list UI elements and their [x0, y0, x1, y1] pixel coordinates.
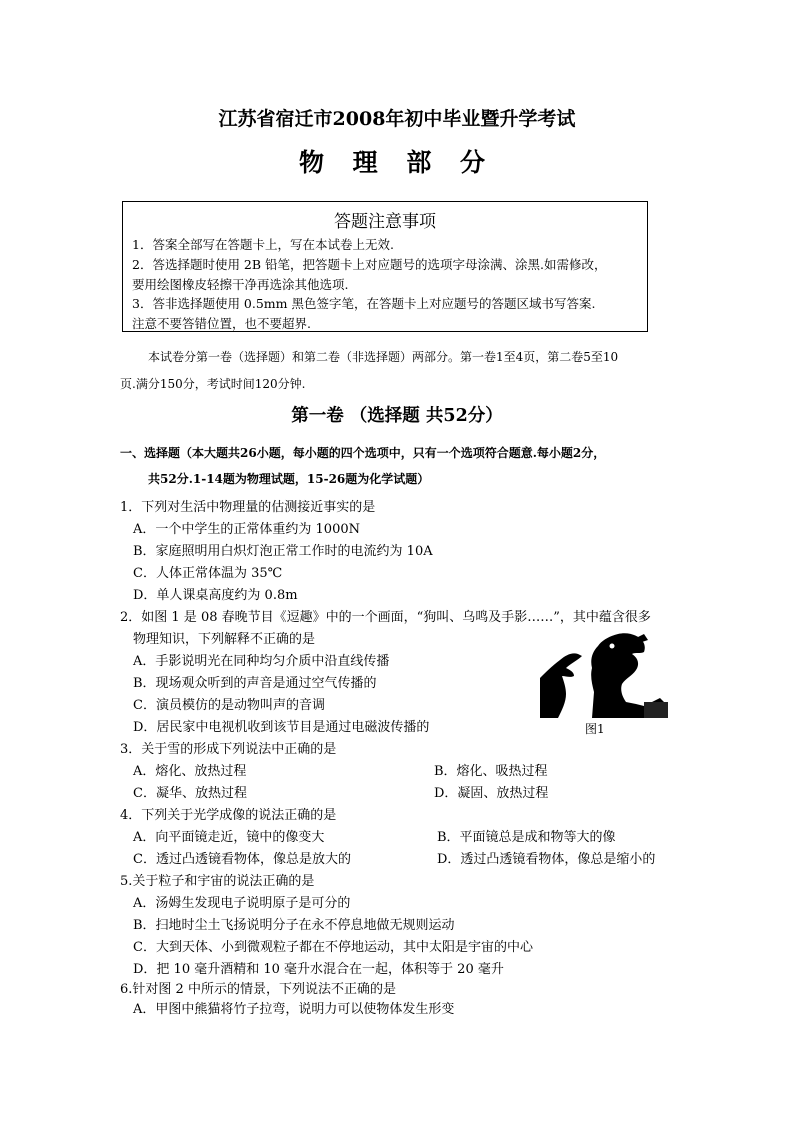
option-c: C．凝华、放热过程	[133, 786, 247, 801]
exam-title: 江苏省宿迁市2008年初中毕业暨升学考试	[218, 108, 576, 130]
option-b: B．熔化、吸热过程	[434, 764, 548, 779]
option-c: C．透过凸透镜看物体，像总是放大的	[133, 852, 351, 867]
subject-title: 物 理 部 分	[298, 148, 496, 177]
question-stem: 4．下列关于光学成像的说法正确的是	[120, 808, 337, 823]
option-a: A．汤姆生发现电子说明原子是可分的	[133, 896, 351, 911]
option-d: D．居民家中电视机收到该节目是通过电磁波传播的	[133, 720, 430, 735]
notice-box	[122, 201, 648, 332]
option-a: A．手影说明光在同种均匀介质中沿直线传播	[133, 654, 390, 669]
notice-line: 要用绘图橡皮轻擦干净再选涂其他选项.	[132, 277, 349, 292]
option-a: A．一个中学生的正常体重约为 1000N	[133, 522, 360, 537]
notice-title: 答题注意事项	[334, 212, 436, 232]
option-c: C．人体正常体温为 35℃	[133, 566, 283, 581]
option-b: B．家庭照明用白炽灯泡正常工作时的电流约为 10A	[133, 544, 433, 559]
question-stem: 物理知识，下列解释不正确的是	[133, 632, 316, 647]
option-c: C．大到天体、小到微观粒子都在不停地运动，其中太阳是宇宙的中心	[133, 940, 533, 955]
section-heading: 第一卷 （选择题 共52分）	[291, 406, 503, 426]
notice-line: 1．答案全部写在答题卡上，写在本试卷上无效.	[132, 237, 394, 252]
question-stem: 2．如图 1 是 08 春晚节目《逗趣》中的一个画面，“狗叫、乌鸣及手影……”，其中蕴含很多	[120, 610, 651, 625]
option-b: B．现场观众听到的声音是通过空气传播的	[133, 676, 377, 691]
question-stem: 6.针对图 2 中所示的情景，下列说法不正确的是	[120, 982, 396, 997]
notice-line: 2．答选择题时使用 2B 铅笔，把答题卡上对应题号的选项字母涂满、涂黑.如需修改，	[132, 257, 607, 272]
option-b: B．扫地时尘土飞扬说明分子在永不停息地做无规则运动	[133, 918, 455, 933]
option-a: A．向平面镜走近，镜中的像变大	[133, 830, 325, 845]
option-d: D．凝固、放热过程	[434, 786, 549, 801]
option-a: A．甲图中熊猫将竹子拉弯，说明力可以使物体发生形变	[133, 1002, 455, 1017]
figure-caption: 图1	[585, 722, 605, 736]
notice-line: 3．答非选择题使用 0.5mm 黑色签字笔，在答题卡上对应题号的答题区域书写答案.	[132, 296, 596, 311]
section-instruction: 一、选择题（本大题共26小题，每小题的四个选项中，只有一个选项符合题意.每小题2分，	[120, 446, 606, 460]
option-b: B．平面镜总是成和物等大的像	[437, 830, 616, 845]
option-d: D．单人课桌高度约为 0.8m	[133, 588, 298, 603]
question-stem: 1．下列对生活中物理量的估测接近事实的是	[120, 500, 376, 515]
notice-line: 注意不要答错位置，也不要超界.	[132, 316, 311, 331]
option-c: C．演员模仿的是动物叫声的音调	[133, 698, 325, 713]
question-stem: 5.关于粒子和宇宙的说法正确的是	[120, 874, 315, 889]
shadow-puppet-image	[540, 632, 668, 718]
shadow-puppet-icon	[540, 632, 668, 718]
question-stem: 3．关于雪的形成下列说法中正确的是	[120, 742, 337, 757]
option-d: D．透过凸透镜看物体，像总是缩小的	[437, 852, 656, 867]
section-instruction: 共52分.1-14题为物理试题，15-26题为化学试题）	[148, 472, 430, 486]
option-a: A．熔化、放热过程	[133, 764, 247, 779]
option-d: D．把 10 毫升酒精和 10 毫升水混合在一起，体积等于 20 毫升	[133, 962, 504, 977]
intro-line: 本试卷分第一卷（选择题）和第二卷（非选择题）两部分。第一卷1至4页，第二卷5至10	[148, 350, 619, 364]
intro-line: 页.满分150分，考试时间120分钟.	[120, 377, 306, 391]
